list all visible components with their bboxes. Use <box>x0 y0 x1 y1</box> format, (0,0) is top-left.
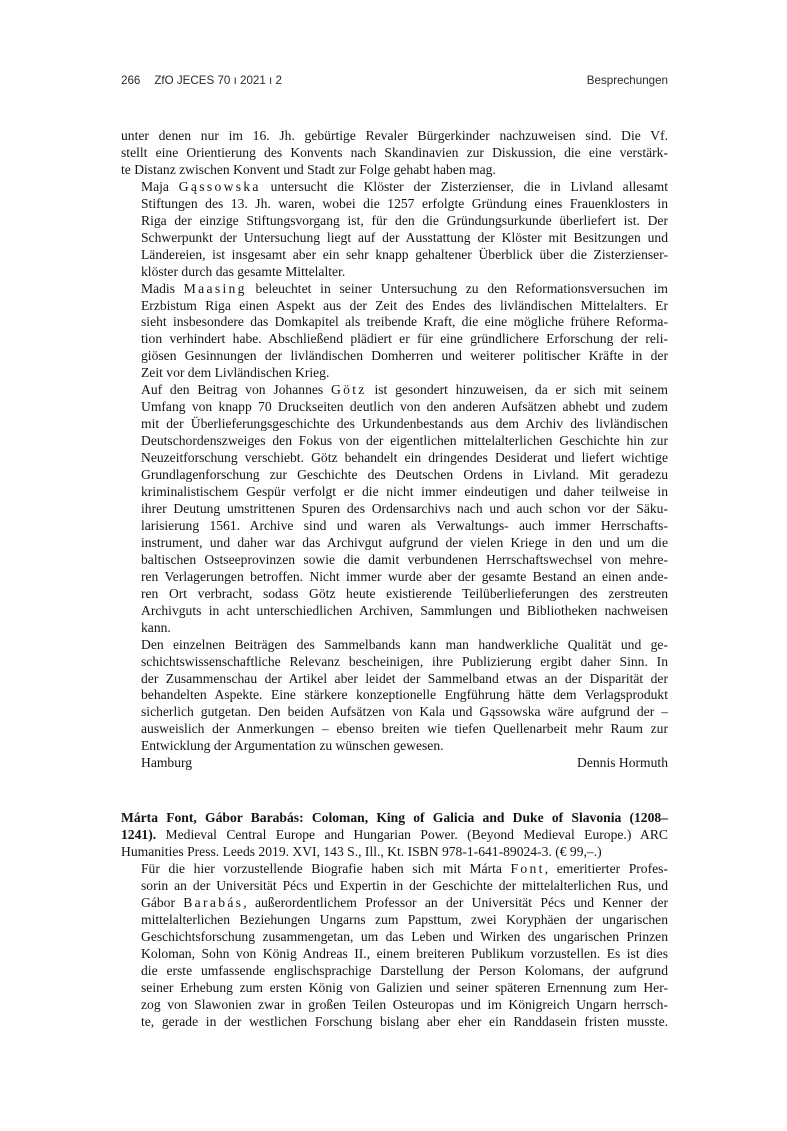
text-line: Grundlagenforschung zur Geschichte des Deutschen Ordens in Livland. Mit geradezu <box>141 467 668 483</box>
review-bibliography <box>121 810 668 861</box>
page-body <box>121 128 668 1031</box>
text-line: Geschichtsforschung zusammengetan, um das Leben und Wirken des ungarischen Prinzen <box>141 928 668 944</box>
text-line: Riga der einzige Stiftungsvorgang ist, für den die Gründungsurkunde überliefert ist. Der <box>141 212 668 228</box>
text-line: Madis Maasing beleuchtet in seiner Untersuchung zu den Reformationsversuchen im <box>141 280 668 296</box>
text-line: unter denen nur im 16. Jh. gebürtige Revaler Bürgerkinder nachzuweisen sind. Die Vf. <box>121 128 668 143</box>
text-line: sieht insbesondere das Domkapitel als treibende Kraft, die eine mögliche frühere Reforma- <box>141 314 668 330</box>
text-line: Koloman, Sohn von König Andreas II., einem breiteren Publikum vorzustellen. Es ist dies <box>141 945 668 961</box>
paragraph-4 <box>121 382 668 636</box>
text-line: Stiftungen des 13. Jh. waren, wobei die 1257 erfolgte Gründung eines Frauenklosters in <box>141 195 668 211</box>
text-line: sicherlich gutgetan. Den beiden Aufsätzen von Kala und Gąssowska wäre aufgrund der – <box>141 704 668 720</box>
text-line: Auf den Beitrag von Johannes Götz ist gesondert hinzuweisen, da er sich mit seinem <box>141 382 668 398</box>
text-line: mittelalterlichen Beziehungen Ungarns zum Papsttum, zwei Koryphäen der ungarischen <box>141 911 668 927</box>
text-line: stellt eine Orientierung des Konvents nach Skandinavien zur Diskussion, die eine verstärk- <box>121 144 668 160</box>
text-line: te, gerade in der westlichen Forschung bislang aber eher ein Randdasein fristen musste. <box>141 1013 668 1029</box>
text-line: sorin an der Universität Pécs und Expertin in der Geschichte der mittelalterlichen Rus, und <box>141 878 668 894</box>
author-name-spaced: Font <box>510 861 545 877</box>
signature-city: Hamburg <box>141 755 193 771</box>
text-line: larisierung 1561. Archive sind und waren als Verwaltungs- auch immer Herrschafts- <box>141 517 668 533</box>
review-entry <box>121 810 668 1030</box>
review-title-line: Márta Font, Gábor Barabás: Coloman, King of Galicia and Duke of Slavonia (1208– <box>121 810 668 826</box>
text-line: seiner Erhebung zum ersten König von Galizien und seiner späteren Ernennung zum Her- <box>141 979 668 995</box>
text-line: mit der Überlieferungsgeschichte des Urkundenbestands aus dem Archiv des livländischen <box>141 416 668 432</box>
review-paragraph <box>121 861 668 1031</box>
signature-author: Dennis Hormuth <box>577 755 668 771</box>
text-line: Umfang von knapp 70 Druckseiten deutlich von den anderen Aufsätzen abhebt und zudem <box>141 399 668 415</box>
text-line: Neuzeitforschung verschiebt. Götz behandelt ein dringendes Desiderat und liefert wichtige <box>141 450 668 466</box>
text-line: behandelten Aspekte. Eine stärkere konzeptionelle Engführung hätte dem Verlagsprodukt <box>141 687 668 703</box>
text-line: te Distanz zwischen Konvent und Stadt zur Folge gehabt haben mag. <box>121 161 496 177</box>
text-line: baltischen Ostseeprovinzen sowie die damit verbundenen Herrschaftswechsel von mehre- <box>141 551 668 567</box>
header-left <box>121 74 282 87</box>
paragraph-1 <box>121 128 668 179</box>
paragraph-5 <box>121 637 668 756</box>
text-line: kann. <box>141 619 171 635</box>
text-line: Den einzelnen Beiträgen des Sammelbands kann man handwerkliche Qualität und ge- <box>141 636 668 652</box>
text-line: Ländereien, ist insgesamt aber ein sehr knapp gehaltener Überblick über die Zisterzienser- <box>141 246 668 262</box>
author-name-spaced: Gąssowska <box>178 178 261 194</box>
text-line: zog von Slawonien zwar in großen Teilen Osteuropas und im Königreich Ungarn herrsch- <box>141 996 668 1012</box>
text-line: Maja Gąssowska untersucht die Klöster der Zisterzienser, die in Livland allesamt <box>141 178 668 194</box>
text-line: ren Ort verbracht, sodass Götz heute existierende Teilüberlieferungen des zerstreuten <box>141 585 668 601</box>
text-line: Deutschordenszweiges den Fokus von der eigentlichen mittelalterlichen Geschichte hin zur <box>141 433 668 449</box>
author-name-spaced: Götz <box>330 382 367 398</box>
text-line: tion verhindert habe. Abschließend plädiert er für eine gründlichere Erforschung der reli- <box>141 331 668 347</box>
text-line: Gábor Barabás, außerordentlichem Professor an der Universität Pécs und Kenner der <box>141 895 669 911</box>
running-header <box>121 74 668 90</box>
text-line: Archivguts in acht unterschiedlichen Archiven, Sammlungen und Bibliotheken nachweisen <box>141 602 668 618</box>
text-line: ausweislich der Anmerkungen – ebenso breiten wie tiefen Quellenarbeit mehr Raum zur <box>141 721 668 737</box>
text-line: Zeit vor dem Livländischen Krieg. <box>141 365 330 381</box>
author-name-spaced: Maasing <box>183 280 247 296</box>
text-line: kriminalistischem Gespür verfolgt er die nicht immer eindeutigen und daher teilweise in <box>141 484 668 500</box>
text-line: Humanities Press. Leeds 2019. XVI, 143 S., Ill., Kt. ISBN 978-1-641-89024-3. (€ 99,–.) <box>121 844 602 860</box>
text-line: ihrer Deutung umstrittenen Spuren des Ordensarchivs nach und auch schon vor der Säku- <box>141 500 668 516</box>
text-line: der Zusammenschau der Artikel aber leidet der Sammelband etwas an der Disparität der <box>141 670 668 686</box>
section-name: Besprechungen <box>586 74 668 87</box>
text-line: die erste umfassende englischsprachige Darstellung der Person Kolomans, der aufgrund <box>141 962 668 978</box>
text-line: Für die hier vorzustellende Biografie haben sich mit Márta Font, emeritierter Profes- <box>141 861 668 877</box>
text-line: 1241). Medieval Central Europe and Hungarian Power. (Beyond Medieval Europe.) ARC <box>121 827 668 843</box>
journal-name: ZfO JECES 70 ı 2021 ı 2 <box>154 74 282 87</box>
author-name-spaced: Barabás <box>183 895 244 911</box>
text-line: klöster durch das gesamte Mittelalter. <box>141 263 346 279</box>
paragraph-2 <box>121 179 668 281</box>
text-line: Entwicklung der Argumentation zu wünschen gewesen. <box>141 738 444 754</box>
text-line: Erzbistum Riga einen Aspekt aus der Zeit des Endes des livländischen Mittelalters. Er <box>141 297 668 313</box>
text-line: ren Verlagerungen betroffen. Nicht immer wurde aber der gesamte Bestand an einen ande- <box>141 568 668 584</box>
text-line: Schwerpunkt der Untersuchung liegt auf der Ausstattung der Klöster mit Besitzungen und <box>141 229 668 245</box>
text-line: instrument, und daher war das Archivgut aufgrund der vielen Kriege in den und um die <box>141 534 668 550</box>
text-line: schichtswissenschaftliche Relevanz bescheinigen, ihre Publizierung ergibt daher Sinn. In <box>141 653 668 669</box>
page-number: 266 <box>121 74 141 87</box>
paragraph-3 <box>121 281 668 383</box>
review-signature <box>141 755 668 772</box>
review-title-end: 1241). <box>121 827 157 843</box>
text-line: giösen Gesinnungen der livländischen Domherren und weiterer politischer Kräfte in der <box>141 348 668 364</box>
